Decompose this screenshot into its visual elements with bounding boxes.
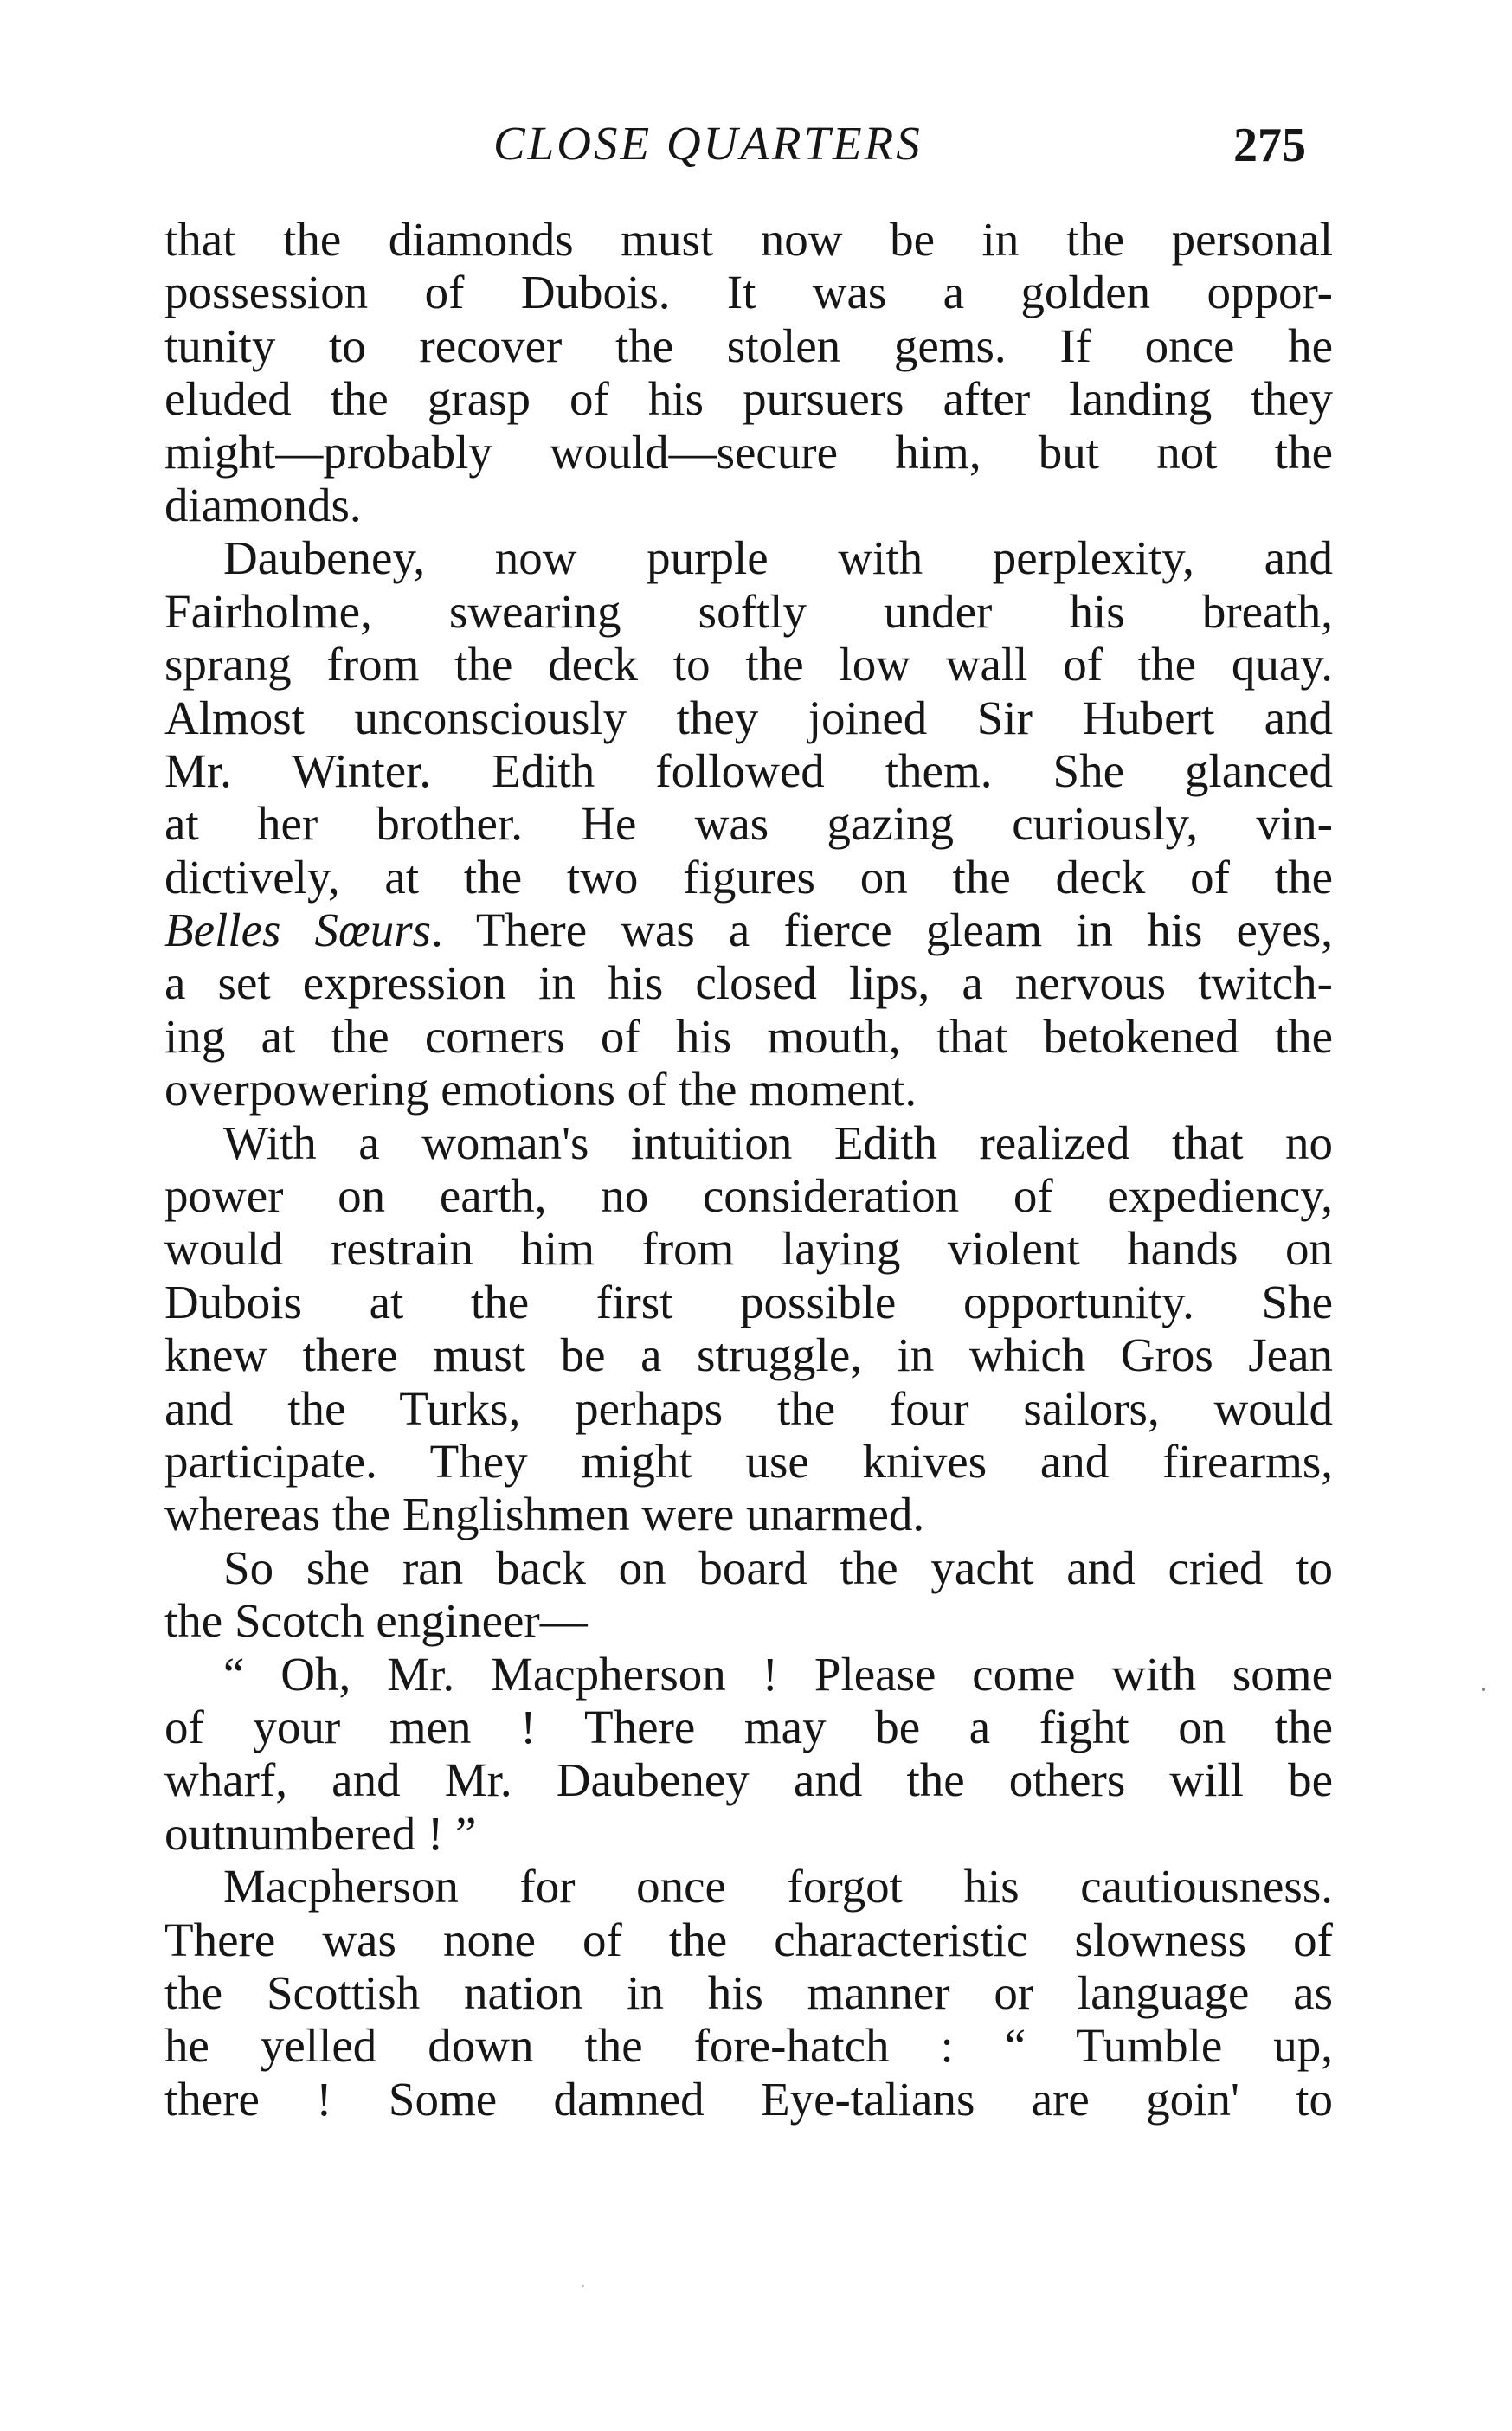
text-line: outnumbered ! ” xyxy=(164,1806,477,1860)
text-line: There was none of the characteristic slowness of xyxy=(164,1913,1333,1966)
text-line: might—probably would—secure him, but not the xyxy=(164,425,1333,479)
text-line: the Scottish nation in his manner or language as xyxy=(164,1965,1333,2019)
text-line: dictively, at the two figures on the deck of the xyxy=(164,850,1333,904)
text-line: and the Turks, perhaps the four sailors, would xyxy=(164,1381,1333,1435)
text-line: Dubois at the first possible opportunity. She xyxy=(164,1275,1333,1328)
text-line: “ Oh, Mr. Macpherson ! Please come with some xyxy=(223,1647,1333,1701)
text-line: Almost unconsciously they joined Sir Hubert and xyxy=(164,691,1333,744)
text-line: Belles Sœurs. There was a fierce gleam in his eyes, xyxy=(164,904,1333,957)
text-line: that the diamonds must now be in the personal xyxy=(164,213,1333,266)
body-text xyxy=(164,213,1333,2126)
text-line: of your men ! There may be a fight on the xyxy=(164,1700,1333,1753)
text-line: overpowering emotions of the moment. xyxy=(164,1063,917,1116)
text-line: Macpherson for once forgot his cautiousness. xyxy=(223,1860,1333,1913)
text-line: So she ran back on board the yacht and cried to xyxy=(223,1540,1333,1594)
text-line: participate. They might use knives and firearms, xyxy=(164,1434,1333,1488)
text-line: knew there must be a struggle, in which Gros Jean xyxy=(164,1328,1333,1382)
ship-name: Belles Sœurs xyxy=(164,904,432,957)
running-title: CLOSE QUARTERS xyxy=(493,117,923,170)
text-line: eluded the grasp of his pursuers after landing they xyxy=(164,372,1333,426)
text-line: the Scotch engineer— xyxy=(164,1594,588,1648)
text-line: possession of Dubois. It was a golden oppor- xyxy=(164,266,1333,319)
text-line: there ! Some damned Eye-talians are goin' to xyxy=(164,2072,1333,2126)
margin-speck xyxy=(582,2285,584,2287)
text-line: at her brother. He was gazing curiously, vin- xyxy=(164,797,1333,851)
text-line: tunity to recover the stolen gems. If once he xyxy=(164,318,1333,372)
text-line: Daubeney, now purple with perplexity, and xyxy=(223,531,1333,585)
page-number: 275 xyxy=(1233,119,1306,172)
text-line: power on earth, no consideration of expediency, xyxy=(164,1169,1333,1223)
text-line: diamonds. xyxy=(164,478,362,531)
text-line: Fairholme, swearing softly under his breath, xyxy=(164,584,1333,638)
text-line: With a woman's intuition Edith realized that no xyxy=(223,1116,1333,1169)
text-line: sprang from the deck to the low wall of the quay. xyxy=(164,638,1333,691)
text-line: he yelled down the fore-hatch : “ Tumble up, xyxy=(164,2019,1333,2073)
running-head xyxy=(0,109,1512,178)
text-line: wharf, and Mr. Daubeney and the others will be xyxy=(164,1753,1333,1807)
text-line: ing at the corners of his mouth, that betokened the xyxy=(164,1009,1333,1063)
text-line: Mr. Winter. Edith followed them. She glanced xyxy=(164,743,1333,797)
text-line: whereas the Englishmen were unarmed. xyxy=(164,1488,925,1541)
text-line: a set expression in his closed lips, a nervous twitch- xyxy=(164,956,1333,1010)
text-line: would restrain him from laying violent hands on xyxy=(164,1222,1333,1276)
margin-speck xyxy=(1482,1688,1485,1691)
